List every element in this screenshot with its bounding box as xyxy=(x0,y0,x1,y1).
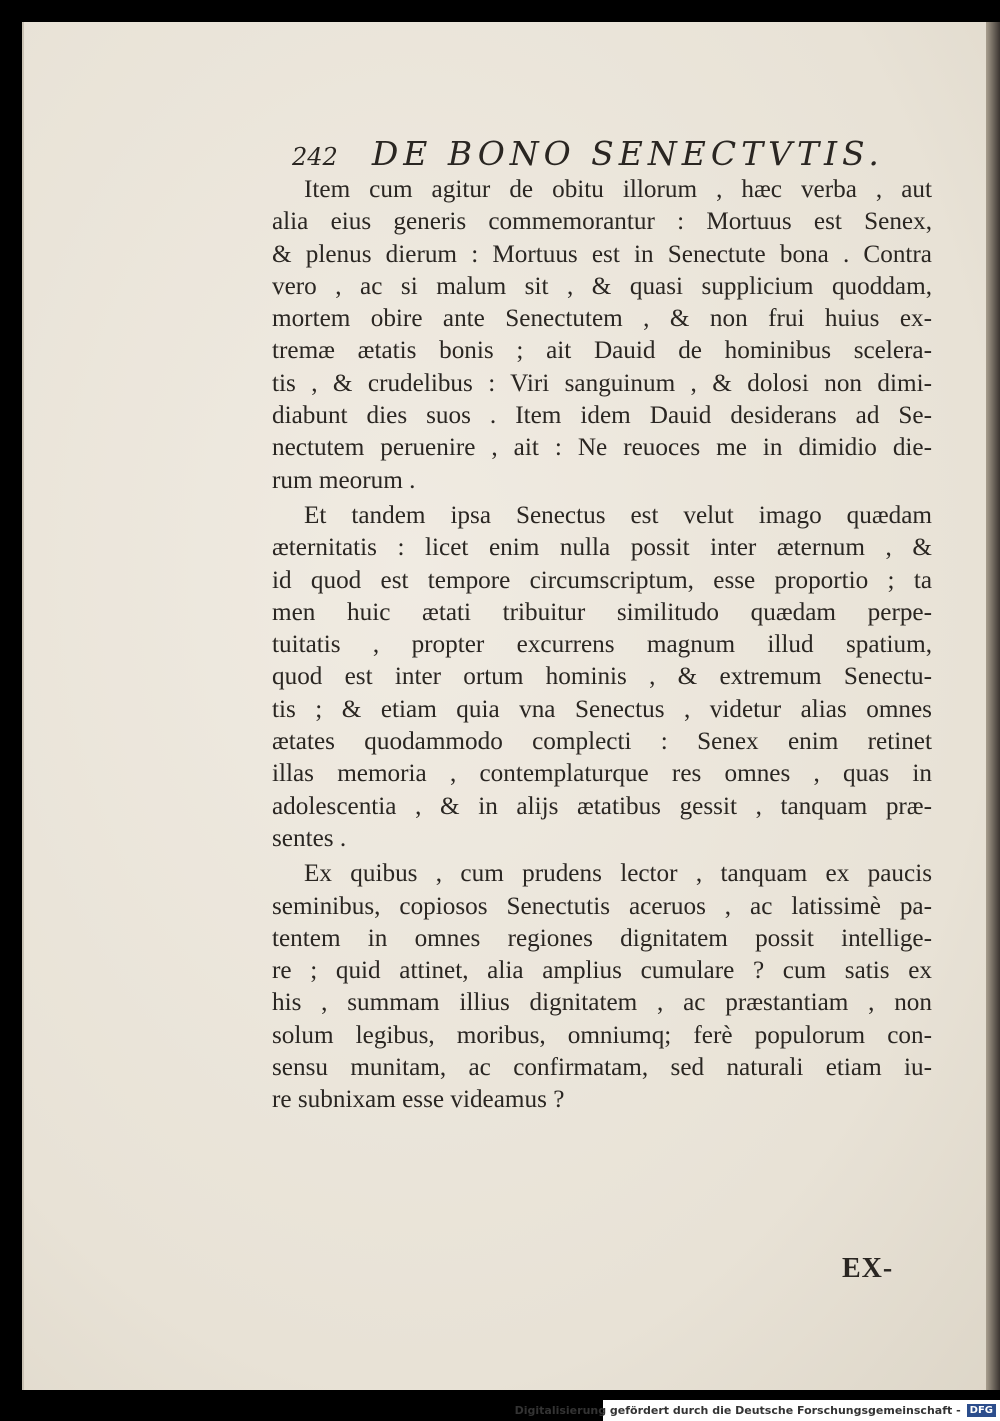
text-line: tis ; & etiam quia vna Senectus , videtur alias omnes xyxy=(272,695,932,723)
running-head xyxy=(292,134,912,174)
text-line: alia eius generis commemorantur : Mortuus est Senex, xyxy=(272,208,932,236)
text-line: tis , & crudelibus : Viri sanguinum , & dolosi non dimi- xyxy=(272,369,932,397)
text-line: Ex quibus , cum prudens lector , tanquam ex paucis xyxy=(304,860,932,888)
text-line: vero , ac si malum sit , & quasi supplicium quoddam, xyxy=(272,272,932,300)
text-line: adolescentia , & in alijs ætatibus gessit , tanquam præ- xyxy=(272,792,932,820)
text-line: Et tandem ipsa Senectus est velut imago quædam xyxy=(304,501,932,529)
page-number: 242 xyxy=(292,143,338,171)
binding-edge xyxy=(986,22,1000,1390)
text-line: tentem in omnes regiones dignitatem possit intellige- xyxy=(272,924,932,952)
text-line: diabunt dies suos . Item idem Dauid desiderans ad Se- xyxy=(272,402,932,430)
text-line: solum legibus, moribus, omniumq; ferè populorum con- xyxy=(272,1021,932,1049)
paragraph-2 xyxy=(272,500,932,855)
footer-credit: Digitalisierung gefördert durch die Deutsche Forschungsgemeinschaft - xyxy=(514,1404,961,1417)
text-line: mortem obire ante Senectutem , & non frui huius ex- xyxy=(272,305,932,333)
text-line: his , summam illius dignitatem , ac præstantiam , non xyxy=(272,989,932,1017)
text-line: rum meorum . xyxy=(272,466,416,494)
text-line: Item cum agitur de obitu illorum , hæc verba , aut xyxy=(304,176,932,203)
text-line: æternitatis : licet enim nulla possit inter æternum , & xyxy=(272,534,932,562)
text-line: sentes . xyxy=(272,824,347,852)
text-line: ætates quodammodo complecti : Senex enim retinet xyxy=(272,728,932,756)
paragraph-1 xyxy=(272,174,932,497)
body-text xyxy=(272,174,932,1117)
text-line: & plenus dierum : Mortuus est in Senectute bona . Contra xyxy=(272,240,932,268)
text-line: tremæ ætatis bonis ; ait Dauid de hominibus scelera- xyxy=(272,337,932,365)
text-line: sensu munitam, ac confirmatam, sed naturali etiam iu- xyxy=(272,1054,932,1082)
text-line: id quod est tempore circumscriptum, esse proportio ; ta xyxy=(272,566,932,594)
dfg-logo-icon: DFG xyxy=(967,1404,996,1417)
running-title: DE BONO SENECTVTIS. xyxy=(371,134,884,173)
text-line: re subnixam esse videamus ? xyxy=(272,1086,565,1114)
catchword: EX- xyxy=(842,1253,894,1284)
text-line: illas memoria , contemplaturque res omnes , quas in xyxy=(272,760,932,788)
text-line: quod est inter ortum hominis , & extremum Senectu- xyxy=(272,663,932,691)
footer-bar xyxy=(514,1400,1000,1421)
paragraph-3 xyxy=(272,858,932,1116)
text-line: re ; quid attinet, alia amplius cumulare ? cum satis ex xyxy=(272,957,932,985)
text-line: nectutem peruenire , ait : Ne reuoces me in dimidio die- xyxy=(272,434,932,462)
text-line: tuitatis , propter excurrens magnum illud spatium, xyxy=(272,631,932,659)
text-line: men huic ætati tribuitur similitudo quædam perpe- xyxy=(272,598,932,626)
text-line: seminibus, copiosos Senectutis aceruos , ac latissimè pa- xyxy=(272,892,932,920)
